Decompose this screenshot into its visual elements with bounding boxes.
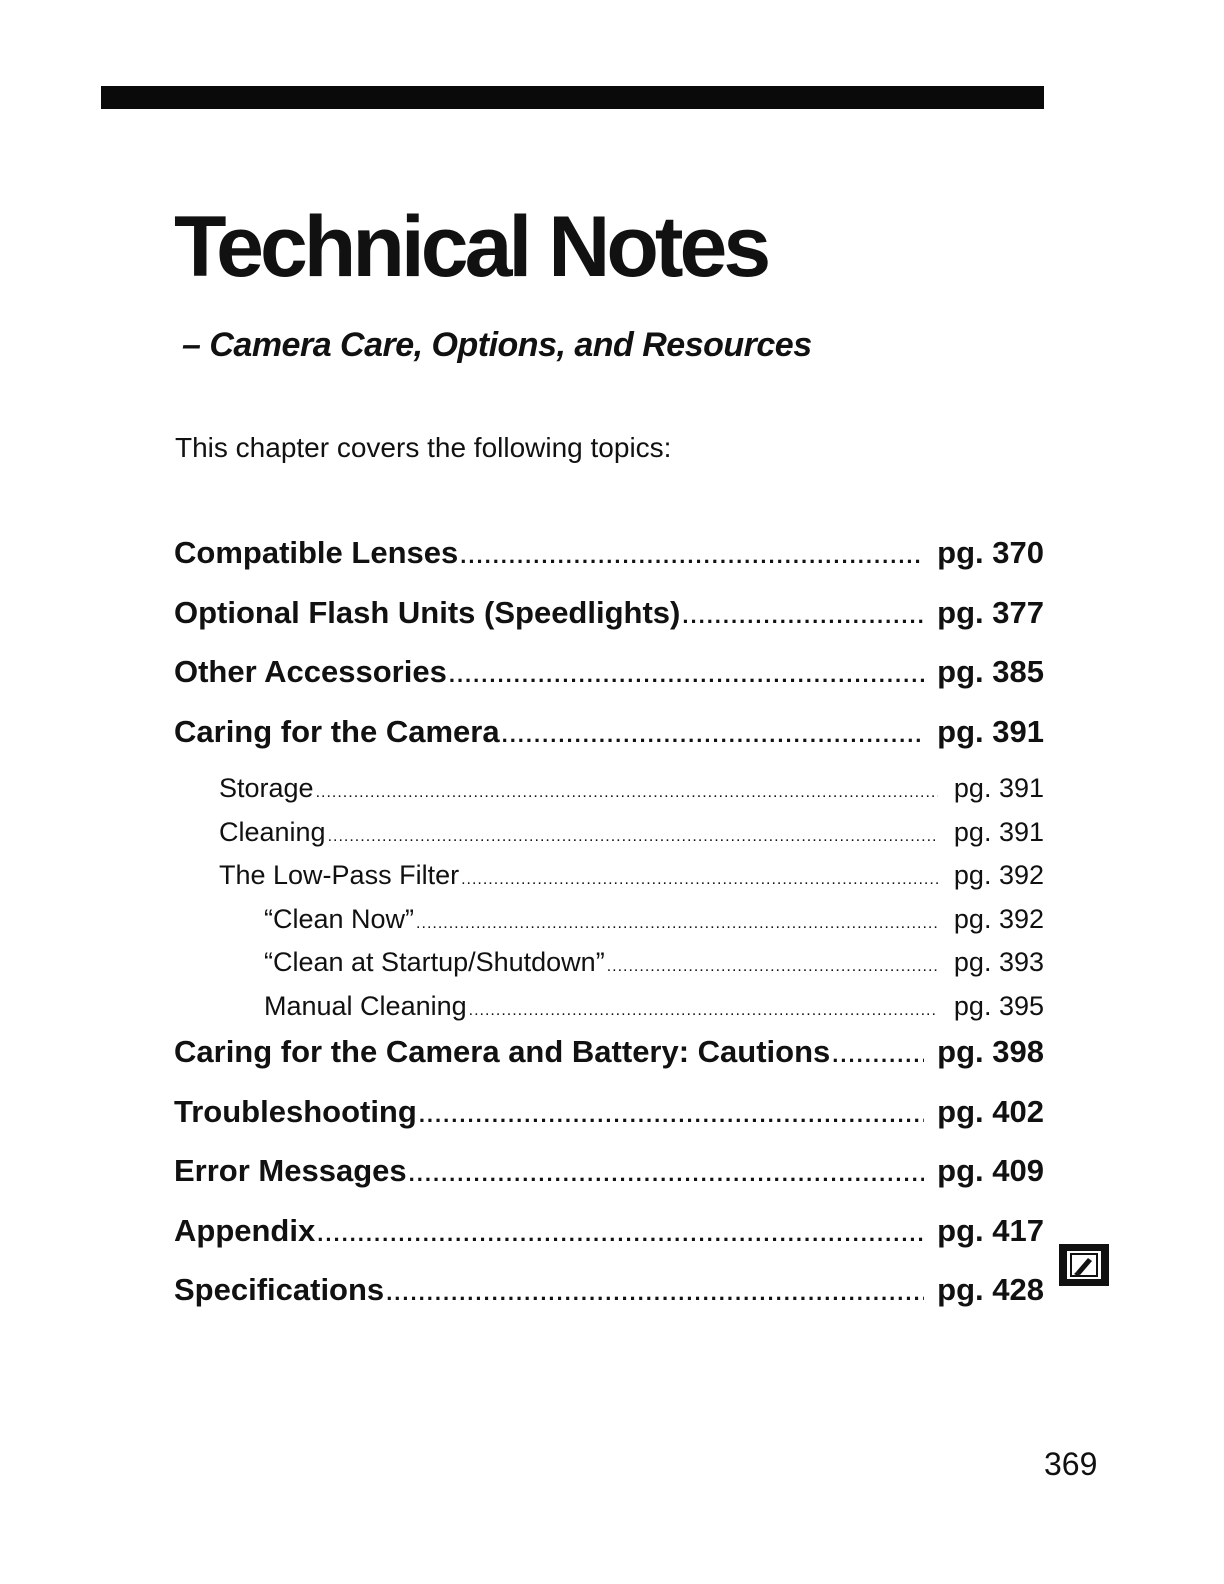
toc-item-page: pg. 377 — [937, 594, 1044, 630]
toc-item-label: Error Messages — [174, 1153, 407, 1188]
toc-item-specifications[interactable] — [174, 1265, 1044, 1325]
toc-item-other-accessories[interactable] — [174, 647, 1044, 707]
toc-item-page: pg. 417 — [937, 1212, 1044, 1248]
dot-leader — [316, 771, 938, 815]
toc-item-page: pg. 391 — [937, 713, 1044, 749]
toc-subitem-storage[interactable] — [174, 766, 1044, 810]
toc-item-optional-flash-units[interactable] — [174, 588, 1044, 648]
toc-item-label: Storage — [219, 773, 314, 803]
toc-item-label: Compatible Lenses — [174, 535, 459, 570]
toc-item-page: pg. 391 — [953, 816, 1044, 847]
toc-item-compatible-lenses[interactable] — [174, 528, 1044, 588]
toc-item-label: “Clean at Startup/Shutdown” — [264, 947, 605, 977]
toc-subitem-low-pass-filter[interactable] — [174, 853, 1044, 897]
dot-leader — [328, 815, 938, 859]
toc-item-error-messages[interactable] — [174, 1146, 1044, 1206]
toc-item-page: pg. 428 — [937, 1272, 1044, 1307]
toc-item-troubleshooting[interactable] — [174, 1087, 1044, 1147]
dot-leader — [460, 531, 924, 581]
dot-leader — [682, 591, 924, 641]
toc-item-page: pg. 409 — [937, 1153, 1044, 1188]
toc-item-page: pg. 395 — [953, 990, 1044, 1021]
toc-item-page: pg. 385 — [937, 654, 1044, 689]
toc-item-page: pg. 392 — [953, 860, 1044, 890]
dot-leader — [409, 1149, 924, 1199]
toc-item-label: Manual Cleaning — [264, 990, 467, 1021]
dot-leader — [502, 710, 924, 760]
toc-item-page: pg. 398 — [937, 1034, 1044, 1069]
top-rule-bar — [101, 86, 1044, 109]
toc-item-label: Caring for the Camera and Battery: Cautions — [174, 1034, 831, 1069]
toc-subitem-clean-now[interactable] — [174, 897, 1044, 941]
toc-item-label: “Clean Now” — [264, 903, 415, 934]
dot-leader — [461, 858, 938, 902]
dot-leader — [416, 902, 938, 946]
toc-subitem-manual-cleaning[interactable] — [174, 984, 1044, 1028]
toc-item-page: pg. 402 — [937, 1093, 1044, 1129]
dot-leader — [419, 1090, 924, 1140]
toc-subitem-clean-at-startup[interactable] — [174, 940, 1044, 984]
dot-leader — [469, 989, 938, 1033]
chapter-title: Technical Notes — [174, 199, 768, 295]
chapter-subtitle: – Camera Care, Options, and Resources — [182, 326, 812, 364]
toc-item-label: The Low-Pass Filter — [219, 860, 460, 890]
technical-notes-tab-icon — [1059, 1244, 1109, 1286]
toc-item-label: Optional Flash Units (Speedlights) — [174, 594, 681, 630]
dot-leader — [386, 1268, 924, 1318]
toc-item-appendix[interactable] — [174, 1206, 1044, 1266]
toc-item-label: Appendix — [174, 1212, 316, 1248]
toc-item-page: pg. 392 — [953, 903, 1044, 934]
toc-item-page: pg. 370 — [937, 535, 1044, 570]
toc-item-caring-for-camera[interactable] — [174, 707, 1044, 767]
toc-item-cautions[interactable] — [174, 1027, 1044, 1087]
toc-subitem-cleaning[interactable] — [174, 810, 1044, 854]
toc-item-label: Other Accessories — [174, 654, 447, 689]
toc-item-page: pg. 393 — [953, 947, 1044, 977]
dot-leader — [449, 650, 924, 700]
table-of-contents — [174, 528, 1044, 1325]
toc-item-label: Caring for the Camera — [174, 713, 500, 749]
chapter-intro: This chapter covers the following topics: — [175, 432, 672, 463]
toc-item-page: pg. 391 — [953, 773, 1044, 803]
dot-leader — [832, 1030, 924, 1080]
toc-item-label: Cleaning — [219, 816, 326, 847]
toc-item-label: Specifications — [174, 1272, 385, 1307]
page-number: 369 — [1044, 1446, 1098, 1482]
toc-item-label: Troubleshooting — [174, 1093, 417, 1129]
dot-leader — [317, 1209, 924, 1259]
dot-leader — [607, 945, 938, 989]
